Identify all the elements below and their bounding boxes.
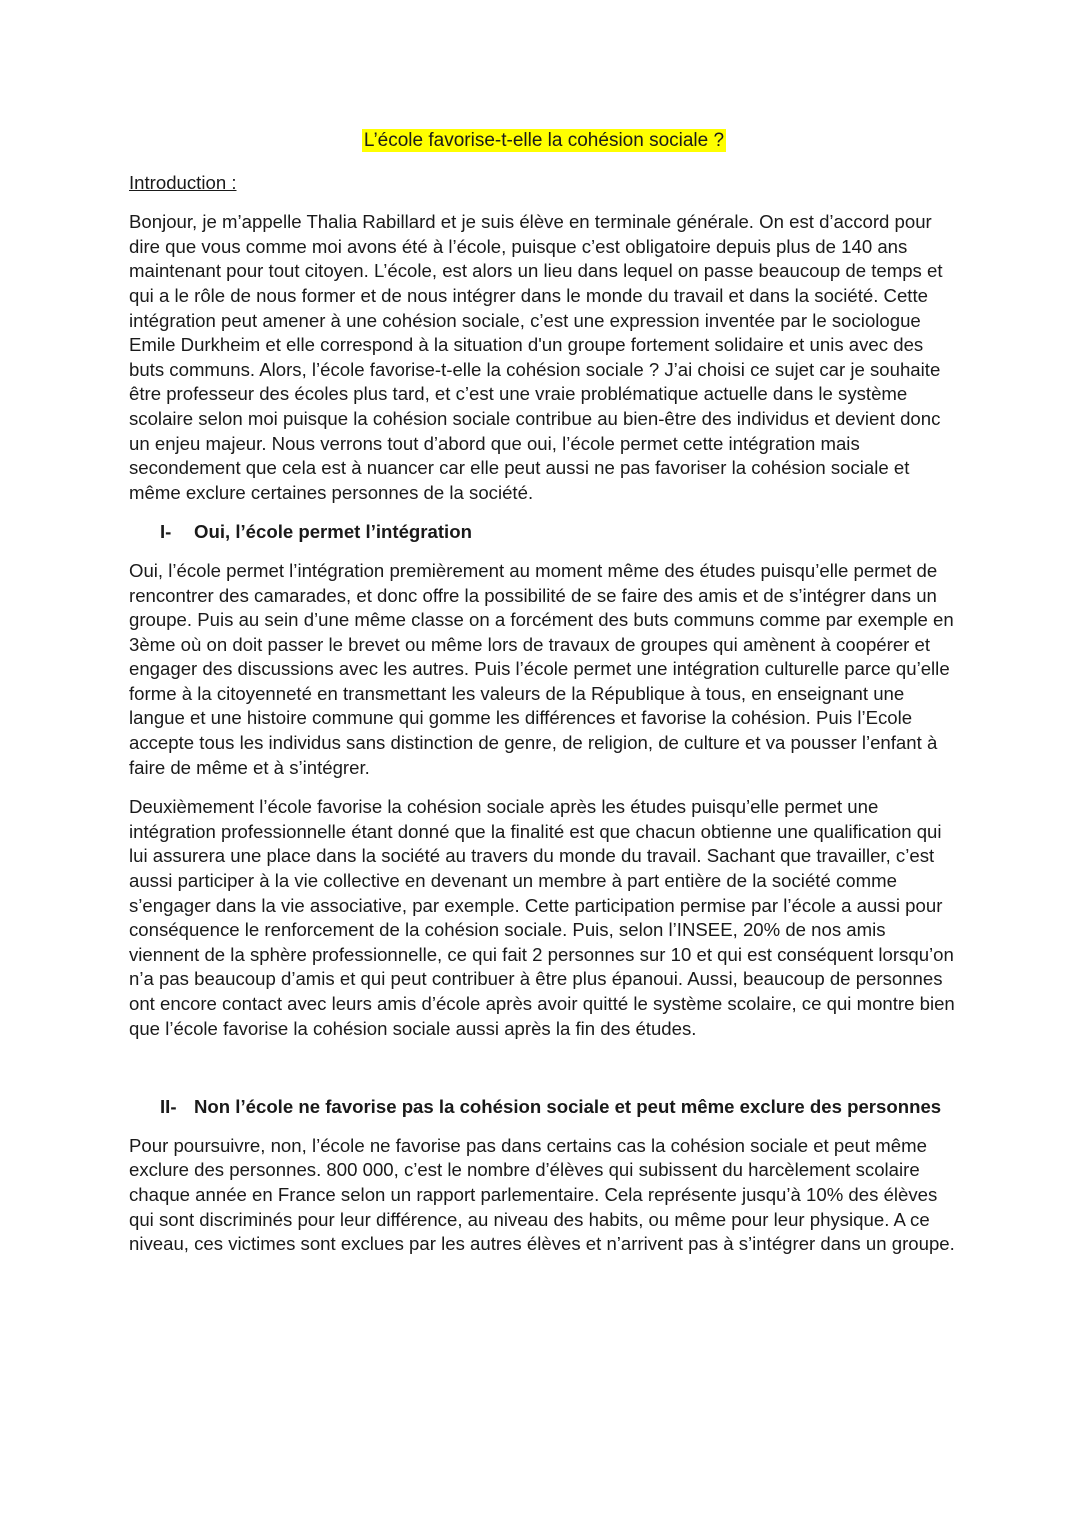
section-2-heading-text: Non l’école ne favorise pas la cohésion sociale et peut même exclure des personnes (194, 1096, 942, 1118)
introduction-label: Introduction : (129, 171, 237, 193)
document-title: L’école favorise-t-elle la cohésion sociale ? (363, 130, 725, 151)
section-2-paragraph-1: Pour poursuivre, non, l’école ne favorise pas dans certains cas la cohésion sociale et peut même exclure des personnes. 800 000, c’est le nombre d’élèves qui subissent du harcèlement scolaire chaque année en France selon un rapport parlementaire. Cela représente jusqu’à 10% des élèves qui sont discriminés pour leur différence, au niveau des habits, ou même pour leur physique. A ce niveau, ces victimes sont exclues par les autres élèves et n’arrivent pas à s’intégrer dans un groupe. (129, 1134, 955, 1255)
section-1-heading (129, 520, 959, 545)
section-1-paragraph-2: Deuxièmement l’école favorise la cohésion sociale après les études puisqu’elle permet une intégration professionnelle étant donné que la finalité est que chacun obtienne une qualification qui lui assurera une place dans la société au travers du monde du travail. Sachant que travailler, c’est aussi participer à la vie collective en devenant un membre à part entière de la société comme s’engager dans la vie associative, par exemple. Cette participation permise par l’école a aussi pour conséquence le renforcement de la cohésion sociale. Puis, selon l’INSEE, 20% de nos amis viennent de la sphère professionnelle, ce qui fait 2 personnes sur 10 et qui est conséquent lorsqu’on n’a pas beaucoup d’amis et qui peut contribuer à être plus épanoui. Aussi, beaucoup de personnes ont encore contact avec leurs amis d’école après avoir quitté le système scolaire, ce qui montre bien que l’école favorise la cohésion sociale aussi après la fin des études. (129, 796, 955, 1039)
section-2-number: II- (160, 1096, 177, 1118)
document-page (129, 128, 959, 1272)
section-1-number: I- (160, 521, 172, 543)
introduction-paragraph: Bonjour, je m’appelle Thalia Rabillard et je suis élève en terminale générale. On est d’accord pour dire que vous comme moi avons été à l’école, puisque c’est obligatoire depuis plus de 140 ans maintenant pour tout citoyen. L’école, est alors un lieu dans lequel on passe beaucoup de temps et qui a le rôle de nous former et de nous intégrer dans le monde du travail et dans la société. Cette intégration peut amener à une cohésion sociale, c’est une expression inventée par le sociologue Emile Durkheim et elle correspond à la situation d'un groupe fortement solidaire et unis avec des buts communs. Alors, l’école favorise-t-elle la cohésion sociale ? J’ai choisi ce sujet car je souhaite être professeur des écoles plus tard, et c’est une vraie problématique actuelle dans le système scolaire selon moi puisque la cohésion sociale contribue au bien-être des individus et devient donc un enjeu majeur. Nous verrons tout d’abord que oui, l’école permet cette intégration mais secondement que cela est à nuancer car elle peut aussi ne pas favoriser la cohésion sociale et même exclure certaines personnes de la société. (129, 211, 943, 503)
section-1-heading-text: Oui, l’école permet l’intégration (194, 521, 472, 543)
title-wrapper (129, 128, 959, 154)
section-2-heading (129, 1095, 959, 1120)
section-1-paragraph-1: Oui, l’école permet l’intégration premièrement au moment même des études puisqu’elle permet de rencontrer des camarades, et donc offre la possibilité de se faire des amis et de s’intégrer dans un groupe. Puis au sein d’une même classe on a forcément des buts communs comme par exemple en 3ème où on doit passer le brevet ou même lors de travaux de groupes qui amènent à coopérer et engager des discussions avec les autres. Puis l’école permet une intégration culturelle parce qu’elle forme à la citoyenneté en transmettant les valeurs de la République à tous, en enseignant une langue et une histoire commune qui gomme les différences et favorise la cohésion. Puis l’Ecole accepte tous les individus sans distinction de genre, de religion, de culture et va pousser l’enfant à faire de même et à s’intégrer. (129, 559, 954, 778)
